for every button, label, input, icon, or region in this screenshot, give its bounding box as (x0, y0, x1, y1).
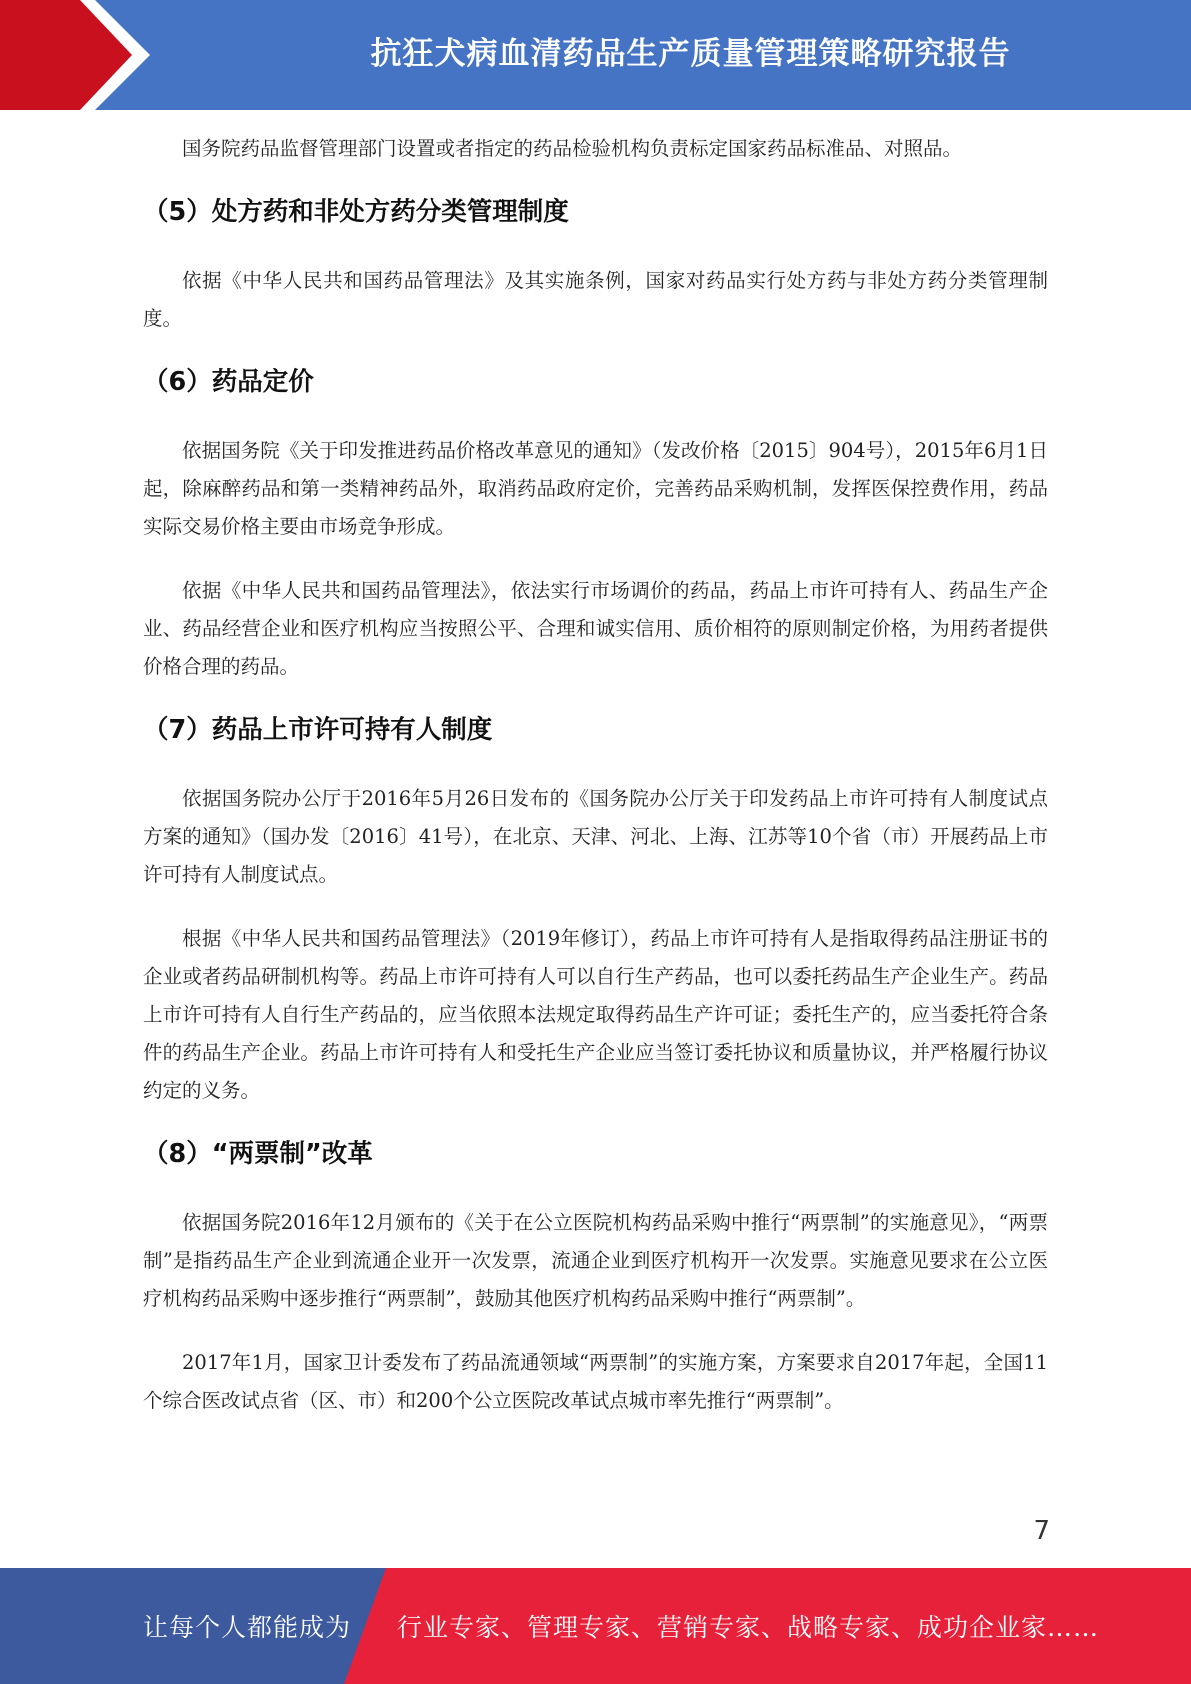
page-footer (0, 1568, 1191, 1684)
paragraph: 依据《中华人民共和国药品管理法》，依法实行市场调价的药品，药品上市许可持有人、药品生产企业、药品经营企业和医疗机构应当按照公平、合理和诚实信用、质价相符的原则制定价格，为用药者提供价格合理的药品。 (143, 579, 1048, 678)
paragraph: 2017年1月，国家卫计委发布了药品流通领域“两票制”的实施方案，方案要求自2017年起，全国11个综合医改试点省（区、市）和200个公立医院改革试点城市率先推行“两票制”。 (143, 1351, 1048, 1412)
paragraph: 根据《中华人民共和国药品管理法》（2019年修订），药品上市许可持有人是指取得药品注册证书的企业或者药品研制机构等。药品上市许可持有人可以自行生产药品，也可以委托药品生产企业生产。药品上市许可持有人自行生产药品的，应当依照本法规定取得药品生产许可证；委托生产的，应当委托符合条件的药品生产企业。药品上市许可持有人和受托生产企业应当签订委托协议和质量协议，并严格履行协议约定的义务。 (143, 927, 1048, 1102)
section-heading: （5）处方药和非处方药分类管理制度 (143, 197, 569, 227)
section-heading: （8）“两票制”改革 (143, 1139, 373, 1169)
paragraph: 依据《中华人民共和国药品管理法》及其实施条例，国家对药品实行处方药与非处方药分类管理制度。 (143, 269, 1048, 330)
header-chevron-red (0, 0, 132, 110)
report-title: 抗狂犬病血清药品生产质量管理策略研究报告 (370, 35, 1011, 72)
section-heading: （7）药品上市许可持有人制度 (143, 715, 493, 745)
page-header (0, 0, 1191, 110)
document-body (143, 130, 1048, 1420)
paragraph: 依据国务院《关于印发推进药品价格改革意见的通知》（发改价格〔2015〕904号），2015年6月1日起，除麻醉药品和第一类精神药品外，取消药品政府定价，完善药品采购机制，发挥医保控费作用，药品实际交易价格主要由市场竞争形成。 (143, 439, 1048, 538)
page-number: 7 (1033, 1516, 1050, 1546)
paragraph: 依据国务院2016年12月颁布的《关于在公立医院机构药品采购中推行“两票制”的实施意见》，“两票制”是指药品生产企业到流通企业开一次发票，流通企业到医疗机构开一次发票。实施意见要求在公立医疗机构药品采购中逐步推行“两票制”，鼓励其他医疗机构药品采购中推行“两票制”。 (143, 1211, 1048, 1310)
footer-slogan-right: 行业专家、管理专家、营销专家、战略专家、成功企业家…… (397, 1613, 1100, 1642)
section-heading: （6）药品定价 (143, 367, 314, 397)
footer-slogan-left: 让每个人都能成为 (143, 1613, 352, 1642)
paragraph: 国务院药品监督管理部门设置或者指定的药品检验机构负责标定国家药品标准品、对照品。 (182, 137, 963, 160)
paragraph: 依据国务院办公厅于2016年5月26日发布的《国务院办公厅关于印发药品上市许可持有人制度试点方案的通知》（国办发〔2016〕41号），在北京、天津、河北、上海、江苏等10个省（市）开展药品上市许可持有人制度试点。 (143, 787, 1048, 886)
